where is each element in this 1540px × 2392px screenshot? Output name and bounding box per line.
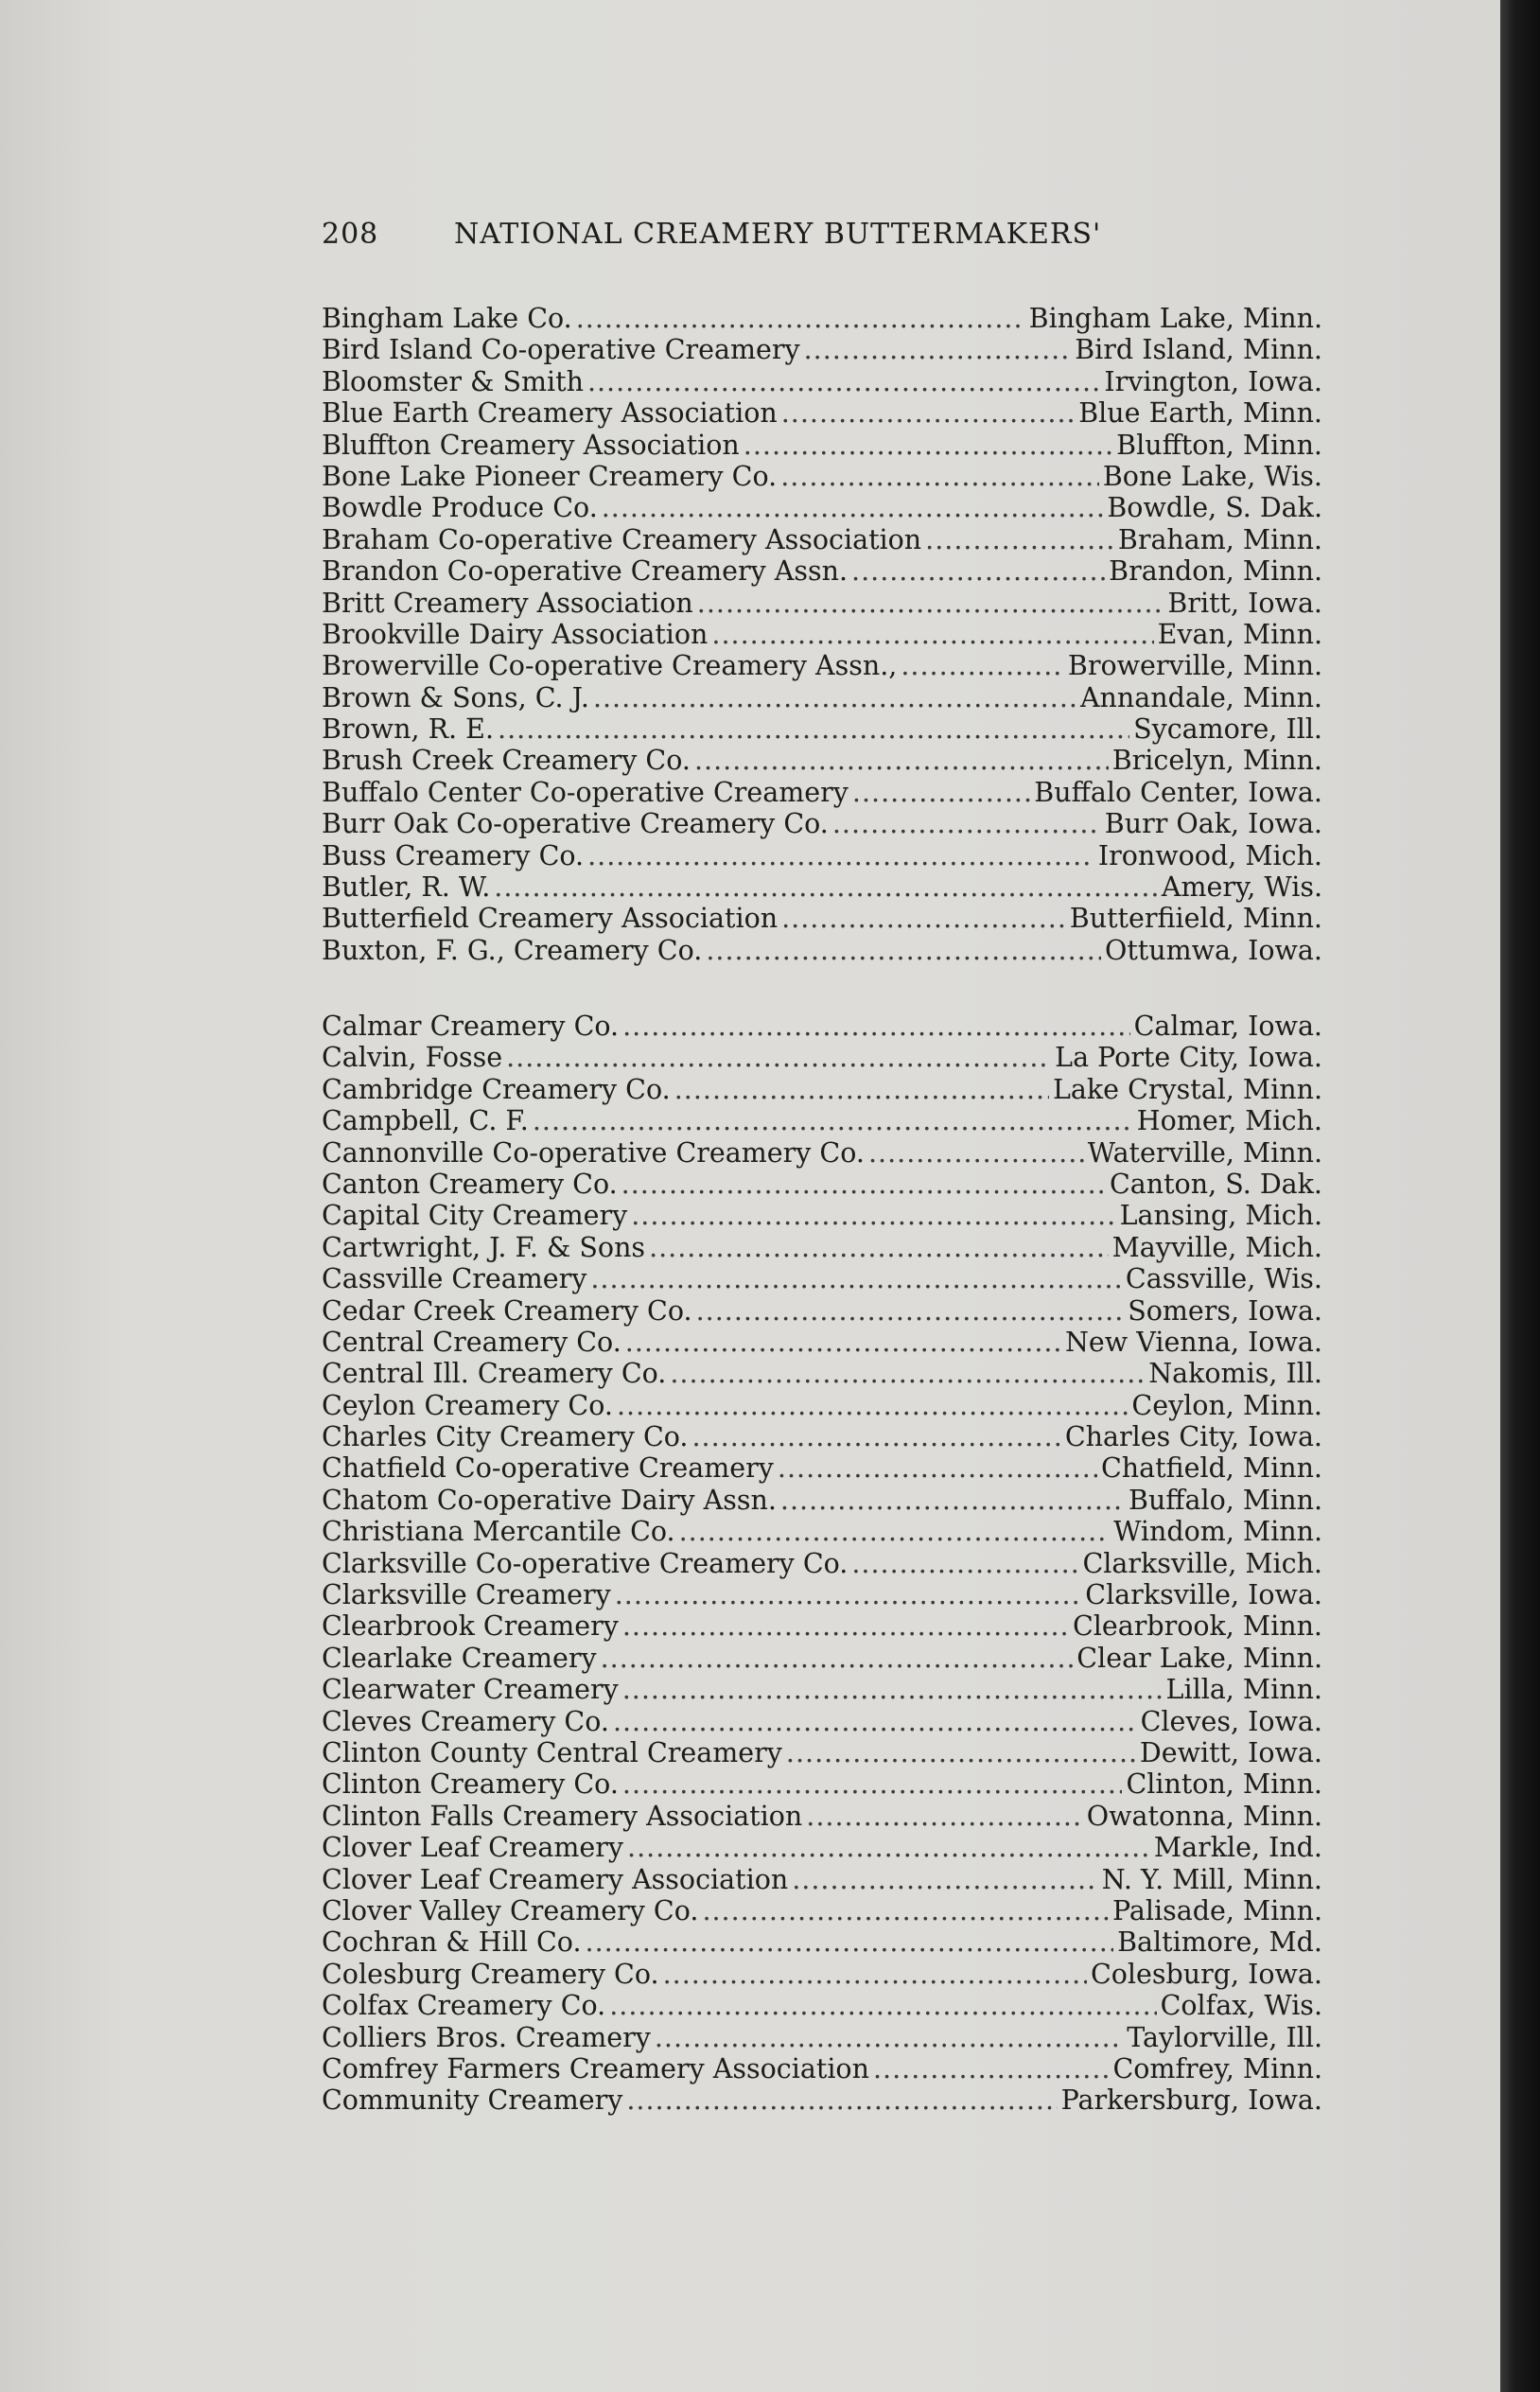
creamery-name: Brush Creek Creamery Co. (322, 745, 691, 777)
directory-entry (322, 1990, 1322, 2021)
creamery-location: Ottumwa, Iowa. (1104, 934, 1322, 966)
directory-entry (322, 492, 1322, 523)
creamery-name: Buffalo Center Co-operative Creamery (322, 776, 849, 808)
creamery-location: Buffalo, Minn. (1129, 1484, 1322, 1516)
directory-entry (322, 1295, 1322, 1327)
directory-entry (322, 840, 1322, 871)
dot-leader (806, 1801, 1082, 1832)
directory-entry (322, 903, 1322, 934)
dot-leader (593, 682, 1076, 713)
creamery-location: Lilla, Minn. (1165, 1674, 1322, 1706)
creamery-name: Brandon Co-operative Creamery Assn. (322, 555, 849, 588)
creamery-name: Clinton Creamery Co. (322, 1768, 619, 1801)
creamery-name: Clover Valley Creamery Co. (322, 1894, 699, 1926)
creamery-location: Bone Lake, Wis. (1102, 460, 1322, 492)
creamery-name: Colliers Bros. Creamery (322, 2021, 651, 2053)
dot-leader (851, 555, 1105, 587)
directory-entry (322, 555, 1322, 587)
directory-section-c (322, 1011, 1322, 2117)
creamery-location: N. Y. Mill, Minn. (1101, 1863, 1322, 1895)
dot-leader (832, 808, 1101, 839)
directory-entry (322, 1832, 1322, 1863)
directory-entry (322, 1926, 1322, 1958)
creamery-location: Owatonna, Minn. (1086, 1800, 1322, 1832)
creamery-name: Chatom Co-operative Dairy Assn. (322, 1484, 777, 1516)
creamery-location: Lansing, Mich. (1119, 1200, 1322, 1232)
creamery-name: Comfrey Farmers Creamery Association (322, 2052, 869, 2084)
dot-leader (694, 745, 1109, 776)
directory-entry (322, 303, 1322, 334)
dot-leader (804, 334, 1072, 365)
creamery-location: Clarksville, Iowa. (1085, 1579, 1322, 1611)
creamery-name: Calmar Creamery Co. (322, 1011, 620, 1042)
dot-leader (625, 1327, 1061, 1358)
creamery-location: Colfax, Wis. (1160, 1990, 1322, 2022)
dot-leader (873, 2053, 1110, 2084)
creamery-location: Amery, Wis. (1161, 871, 1322, 904)
creamery-name: Calvin, Fosse (322, 1042, 503, 1074)
creamery-location: Markle, Ind. (1153, 1832, 1322, 1864)
directory-entry (322, 1768, 1322, 1800)
creamery-name: Charles City Creamery Co. (322, 1421, 689, 1453)
creamery-location: Colesburg, Iowa. (1090, 1958, 1322, 1990)
creamery-location: Homer, Mich. (1136, 1105, 1322, 1137)
creamery-location: Cleves, Iowa. (1140, 1705, 1322, 1737)
book-gutter-edge (1500, 0, 1540, 2392)
creamery-name: Central Ill. Creamery Co. (322, 1358, 667, 1390)
directory-entry (322, 935, 1322, 966)
dot-leader (627, 1832, 1150, 1863)
creamery-location: Braham, Minn. (1117, 523, 1322, 555)
directory-entry (322, 1169, 1322, 1200)
dot-leader (706, 935, 1101, 966)
creamery-location: Somers, Iowa. (1128, 1294, 1322, 1327)
dot-leader (851, 1548, 1078, 1579)
dot-leader (602, 492, 1104, 523)
directory-entry (322, 1516, 1322, 1547)
creamery-location: New Vienna, Iowa. (1064, 1326, 1322, 1358)
creamery-name: Braham Co-operative Creamery Association (322, 523, 922, 555)
directory-entry (322, 1643, 1322, 1674)
directory-entry (322, 1737, 1322, 1768)
creamery-name: Brown & Sons, C. J. (322, 681, 589, 713)
creamery-location: Parkersburg, Iowa. (1060, 2084, 1322, 2117)
dot-leader (631, 1200, 1115, 1231)
directory-entry (322, 1042, 1322, 1073)
creamery-location: Nakomis, Ill. (1148, 1358, 1322, 1390)
creamery-location: Clear Lake, Minn. (1076, 1642, 1322, 1674)
dot-leader (744, 430, 1112, 461)
creamery-name: Cedar Creek Creamery Co. (322, 1294, 692, 1327)
directory-entry (322, 334, 1322, 365)
dot-leader (781, 903, 1066, 934)
dot-leader (622, 1011, 1129, 1042)
creamery-name: Ceylon Creamery Co. (322, 1389, 613, 1421)
directory-entry (322, 1074, 1322, 1105)
directory-entry (322, 524, 1322, 555)
dot-leader (617, 1390, 1128, 1421)
directory-entry (322, 1327, 1322, 1358)
directory-entry (322, 619, 1322, 650)
creamery-name: Clinton County Central Creamery (322, 1736, 782, 1768)
creamery-name: Campbell, C. F. (322, 1105, 529, 1137)
dot-leader (587, 840, 1094, 871)
directory-entry (322, 745, 1322, 776)
creamery-location: Calmar, Iowa. (1133, 1011, 1322, 1042)
creamery-name: Bone Lake Pioneer Creamery Co. (322, 460, 778, 492)
creamery-name: Brookville Dairy Association (322, 618, 709, 650)
creamery-location: Buffalo Center, Iowa. (1034, 776, 1322, 808)
creamery-name: Brown, R. E. (322, 713, 495, 746)
directory-entry (322, 461, 1322, 492)
creamery-name: Chatfield Co-operative Creamery (322, 1452, 774, 1485)
creamery-location: Browerville, Minn. (1067, 650, 1322, 682)
creamery-location: Blue Earth, Minn. (1078, 397, 1322, 430)
creamery-location: Bowdle, S. Dak. (1107, 492, 1322, 524)
creamery-name: Clearlake Creamery (322, 1642, 597, 1674)
creamery-location: Clarksville, Mich. (1082, 1547, 1322, 1579)
dot-leader (498, 713, 1129, 745)
dot-leader (711, 619, 1153, 650)
dot-leader (586, 1926, 1114, 1958)
dot-leader (696, 1295, 1125, 1327)
creamery-name: Clover Leaf Creamery Association (322, 1863, 789, 1895)
creamery-name: Cassville Creamery (322, 1263, 587, 1295)
directory-entry (322, 1105, 1322, 1136)
creamery-location: Clinton, Minn. (1126, 1768, 1322, 1801)
creamery-location: Charles City, Iowa. (1064, 1421, 1322, 1453)
creamery-location: Dewitt, Iowa. (1139, 1736, 1322, 1768)
creamery-name: Cannonville Co-operative Creamery Co. (322, 1136, 865, 1169)
running-title: NATIONAL CREAMERY BUTTERMAKERS' (454, 218, 1102, 251)
creamery-location: Mayville, Mich. (1111, 1231, 1322, 1263)
creamery-name: Clearwater Creamery (322, 1674, 619, 1706)
dot-leader (649, 1232, 1109, 1263)
dot-leader (852, 777, 1030, 808)
directory-entry (322, 1959, 1322, 1990)
dot-leader (781, 397, 1076, 429)
creamery-name: Cleves Creamery Co. (322, 1705, 609, 1737)
dot-leader (615, 1579, 1082, 1610)
creamery-location: Evan, Minn. (1157, 618, 1322, 650)
creamery-name: Buxton, F. G., Creamery Co. (322, 934, 703, 966)
directory-entry (322, 1801, 1322, 1832)
directory-entry (322, 777, 1322, 808)
creamery-location: Windom, Minn. (1113, 1516, 1322, 1548)
creamery-name: Colfax Creamery Co. (322, 1990, 606, 2022)
directory-entry (322, 713, 1322, 745)
creamery-name: Bloomster & Smith (322, 365, 584, 397)
directory-entry (322, 1706, 1322, 1737)
creamery-name: Clarksville Creamery (322, 1579, 611, 1611)
dot-leader (697, 588, 1164, 619)
creamery-name: Buss Creamery Co. (322, 839, 585, 871)
creamery-name: Cambridge Creamery Co. (322, 1073, 671, 1105)
directory-entry (322, 1610, 1322, 1642)
creamery-location: Bird Island, Minn. (1075, 334, 1322, 366)
dot-leader (702, 1895, 1109, 1926)
directory-entry (322, 1263, 1322, 1294)
directory-entry (322, 397, 1322, 429)
directory-entry (322, 366, 1322, 397)
creamery-location: Burr Oak, Iowa. (1104, 808, 1322, 840)
dot-leader (780, 461, 1099, 492)
creamery-location: Comfrey, Minn. (1112, 2052, 1322, 2084)
creamery-location: Bluffton, Minn. (1116, 429, 1322, 461)
creamery-name: Blue Earth Creamery Association (322, 397, 778, 430)
dot-leader (587, 366, 1100, 397)
creamery-location: Ceylon, Minn. (1131, 1389, 1322, 1421)
dot-leader (622, 1674, 1163, 1705)
creamery-location: Annandale, Minn. (1079, 681, 1322, 713)
dot-leader (506, 1042, 1051, 1073)
creamery-location: Baltimore, Md. (1117, 1926, 1322, 1959)
creamery-location: Clearbrook, Minn. (1072, 1610, 1322, 1643)
dot-leader (590, 1263, 1122, 1294)
dot-leader (613, 1706, 1137, 1737)
creamery-location: Sycamore, Ill. (1133, 713, 1322, 746)
directory-entry (322, 1232, 1322, 1263)
creamery-name: Butler, R. W. (322, 871, 491, 904)
creamery-name: Cartwright, J. F. & Sons (322, 1231, 646, 1263)
dot-leader (679, 1516, 1111, 1547)
dot-leader (778, 1452, 1097, 1484)
directory-entry (322, 682, 1322, 713)
directory-entry (322, 1895, 1322, 1926)
dot-leader (674, 1074, 1049, 1105)
creamery-name: Butterfield Creamery Association (322, 903, 779, 935)
creamery-location: Butterfiield, Minn. (1069, 903, 1322, 935)
creamery-location: Irvington, Iowa. (1104, 365, 1322, 397)
dot-leader (901, 650, 1064, 681)
creamery-name: Britt Creamery Association (322, 587, 693, 619)
creamery-name: Christiana Mercantile Co. (322, 1516, 675, 1548)
directory-entry (322, 1548, 1322, 1579)
dot-leader (626, 2084, 1057, 2116)
dot-leader (792, 1864, 1098, 1895)
dot-leader (786, 1737, 1136, 1768)
creamery-name: Clinton Falls Creamery Association (322, 1800, 803, 1832)
creamery-location: Waterville, Minn. (1087, 1136, 1322, 1169)
creamery-name: Cochran & Hill Co. (322, 1926, 582, 1959)
creamery-name: Canton Creamery Co. (322, 1168, 618, 1200)
page-header (322, 218, 1315, 255)
page-number: 208 (322, 218, 379, 251)
directory-entry (322, 1200, 1322, 1231)
creamery-name: Bluffton Creamery Association (322, 429, 740, 461)
creamery-location: Brandon, Minn. (1109, 555, 1322, 588)
creamery-location: Ironwood, Mich. (1097, 839, 1322, 871)
directory-entry (322, 1579, 1322, 1610)
creamery-name: Browerville Co-operative Creamery Assn., (322, 650, 898, 682)
directory-entry (322, 1452, 1322, 1484)
directory-entry (322, 650, 1322, 681)
dot-leader (925, 524, 1114, 555)
creamery-name: Bowdle Produce Co. (322, 492, 598, 524)
dot-leader (663, 1959, 1087, 1990)
dot-leader (622, 1610, 1069, 1642)
dot-leader (670, 1358, 1145, 1389)
directory-entry (322, 1674, 1322, 1705)
creamery-name: Bird Island Co-operative Creamery (322, 334, 800, 366)
directory-entry (322, 2022, 1322, 2053)
dot-leader (576, 303, 1025, 334)
creamery-name: Bingham Lake Co. (322, 303, 572, 334)
dot-leader (533, 1105, 1133, 1136)
creamery-name: Community Creamery (322, 2084, 623, 2117)
directory-entry (322, 2084, 1322, 2116)
directory-entry (322, 1485, 1322, 1516)
dot-leader (655, 2022, 1123, 2053)
creamery-location: Taylorville, Ill. (1127, 2021, 1322, 2053)
directory-entry (322, 1011, 1322, 1042)
directory-entry (322, 808, 1322, 839)
dot-leader (621, 1169, 1106, 1200)
directory-entry (322, 1137, 1322, 1169)
creamery-name: Clover Leaf Creamery (322, 1832, 624, 1864)
creamery-location: Bricelyn, Minn. (1111, 745, 1322, 777)
dot-leader (601, 1643, 1074, 1674)
creamery-location: Lake Crystal, Minn. (1052, 1073, 1322, 1105)
directory-entry (322, 1390, 1322, 1421)
dot-leader (609, 1990, 1156, 2021)
directory-entry (322, 588, 1322, 619)
creamery-name: Capital City Creamery (322, 1200, 628, 1232)
creamery-location: Bingham Lake, Minn. (1028, 303, 1322, 334)
dot-leader (691, 1421, 1060, 1452)
creamery-name: Clearbrook Creamery (322, 1610, 619, 1643)
directory-entry (322, 1864, 1322, 1895)
creamery-name: Burr Oak Co-operative Creamery Co. (322, 808, 829, 840)
creamery-name: Clarksville Co-operative Creamery Co. (322, 1547, 849, 1579)
directory-entry (322, 1358, 1322, 1389)
creamery-location: Cassville, Wis. (1125, 1263, 1322, 1295)
directory-entry (322, 2053, 1322, 2084)
creamery-location: Britt, Iowa. (1167, 587, 1322, 619)
dot-leader (622, 1768, 1123, 1800)
creamery-location: La Porte City, Iowa. (1055, 1042, 1322, 1074)
creamery-location: Chatfield, Minn. (1100, 1452, 1322, 1485)
dot-leader (780, 1485, 1125, 1516)
creamery-location: Canton, S. Dak. (1109, 1168, 1322, 1200)
creamery-name: Central Creamery Co. (322, 1326, 621, 1358)
directory-entry (322, 430, 1322, 461)
dot-leader (494, 871, 1158, 903)
dot-leader (868, 1137, 1084, 1169)
directory-entry (322, 1421, 1322, 1452)
creamery-name: Colesburg Creamery Co. (322, 1958, 659, 1990)
directory-entry (322, 871, 1322, 903)
creamery-location: Palisade, Minn. (1111, 1894, 1322, 1926)
directory-section-b (322, 303, 1322, 966)
